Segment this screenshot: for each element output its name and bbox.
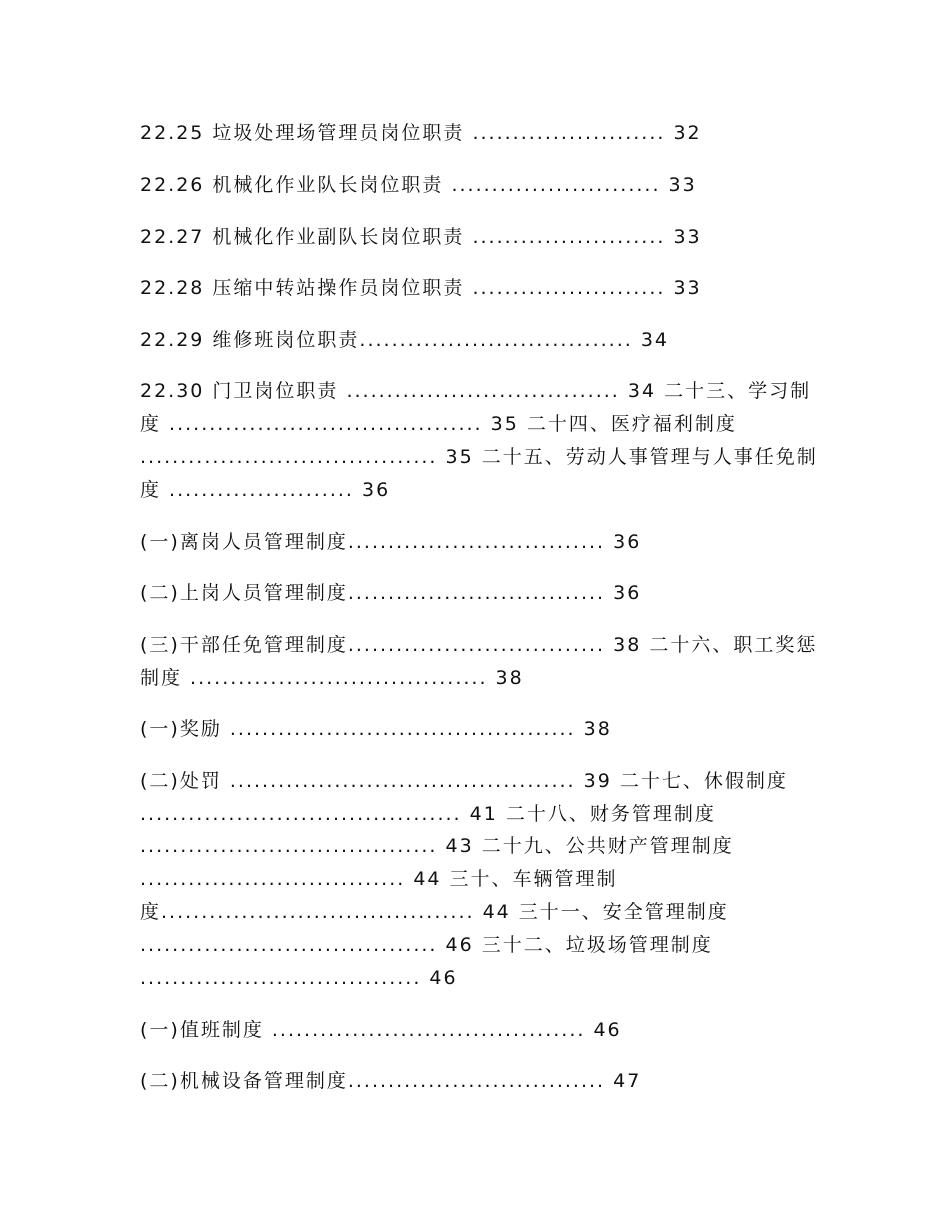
toc-entry-22-26[interactable]: 22.26 机械化作业队长岗位职责 .......................... 33 [140, 174, 697, 196]
toc-entry-continued[interactable]: 制度 ..................................... 38 [140, 667, 524, 689]
toc-entry-continued[interactable]: ........................................ 41 二十八、财务管理制度 [140, 803, 716, 825]
toc-entry-continued[interactable]: ................................... 46 [140, 967, 458, 989]
toc-entry-cadre-appointment[interactable]: (三)干部任免管理制度................................ 38 二十六、职工奖惩 [140, 634, 818, 656]
toc-entry-machinery[interactable]: (二)机械设备管理制度................................ 47 [140, 1070, 642, 1092]
toc-entry-reward[interactable]: (一)奖励 ........................................... 38 [140, 718, 612, 740]
toc-entry-continued[interactable]: ................................. 44 三十、车辆管理制 [140, 868, 618, 890]
toc-entry-22-29[interactable]: 22.29 维修班岗位职责.................................. 34 [140, 329, 669, 351]
toc-entry-punishment[interactable]: (二)处罚 ........................................... 39 二十七、休假制度 [140, 770, 788, 792]
toc-entry-onduty-staff[interactable]: (二)上岗人员管理制度................................ 36 [140, 582, 642, 604]
toc-entry-22-28[interactable]: 22.28 压缩中转站操作员岗位职责 ........................ 33 [140, 277, 702, 299]
toc-entry-continued[interactable]: ..................................... 43 二十九、公共财产管理制度 [140, 835, 734, 857]
toc-entry-leave-staff[interactable]: (一)离岗人员管理制度................................ 36 [140, 531, 642, 553]
toc-entry-22-27[interactable]: 22.27 机械化作业副队长岗位职责 ........................ 33 [140, 226, 702, 248]
toc-entry-continued[interactable]: 度 ....................................... 35 二十四、医疗福利制度 [140, 413, 737, 435]
toc-entry-continued[interactable]: 度....................................... 44 三十一、安全管理制度 [140, 901, 729, 923]
toc-entry-continued[interactable]: ..................................... 46 三十二、垃圾场管理制度 [140, 934, 713, 956]
toc-entry-continued[interactable]: 度 ....................... 36 [140, 479, 391, 501]
toc-entry-duty-system[interactable]: (一)值班制度 ....................................... 46 [140, 1019, 622, 1041]
toc-entry-22-25[interactable]: 22.25 垃圾处理场管理员岗位职责 ........................ 32 [140, 122, 702, 144]
toc-entry-continued[interactable]: ..................................... 35 二十五、劳动人事管理与人事任免制 [140, 446, 818, 468]
toc-entry-22-30[interactable]: 22.30 门卫岗位职责 .................................. 34 二十三、学习制 [140, 380, 812, 402]
